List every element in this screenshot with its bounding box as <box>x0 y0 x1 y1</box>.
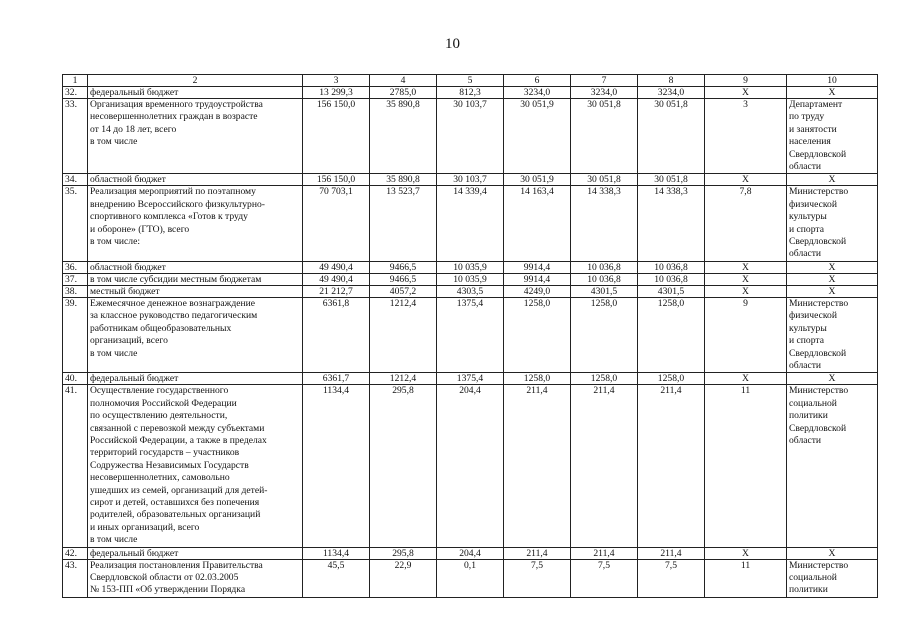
value-cell-3: 6361,8 <box>303 297 370 372</box>
table-row <box>63 87 878 99</box>
value-cell-3: 13 299,3 <box>303 87 370 99</box>
table-row <box>63 373 878 385</box>
value-cell-3: 45,5 <box>303 559 370 597</box>
responsible-cell: X <box>787 87 878 99</box>
responsible-cell: X <box>787 547 878 559</box>
value-cell-4: 9466,5 <box>370 261 437 273</box>
table-row <box>63 261 878 273</box>
row-number-cell: 37. <box>63 273 88 285</box>
target-index-cell: X <box>705 87 787 99</box>
responsible-cell: X <box>787 261 878 273</box>
value-cell-4: 295,8 <box>370 385 437 547</box>
value-cell-6: 211,4 <box>504 547 571 559</box>
value-cell-7: 7,5 <box>571 559 638 597</box>
value-cell-4: 35 890,8 <box>370 174 437 186</box>
value-cell-5: 10 035,9 <box>437 261 504 273</box>
value-cell-3: 6361,7 <box>303 373 370 385</box>
value-cell-7: 14 338,3 <box>571 186 638 261</box>
row-number-cell: 41. <box>63 385 88 547</box>
table-row <box>63 174 878 186</box>
target-index-cell: X <box>705 285 787 297</box>
header-cell: 4 <box>370 75 437 87</box>
table-row <box>63 186 878 261</box>
target-index-cell: 11 <box>705 385 787 547</box>
responsible-cell: Министерство социальной политики <box>787 559 878 597</box>
value-cell-3: 156 150,0 <box>303 99 370 174</box>
value-cell-8: 4301,5 <box>638 285 705 297</box>
target-index-cell: 7,8 <box>705 186 787 261</box>
value-cell-8: 30 051,8 <box>638 99 705 174</box>
value-cell-5: 1375,4 <box>437 297 504 372</box>
value-cell-3: 49 490,4 <box>303 273 370 285</box>
row-number-cell: 33. <box>63 99 88 174</box>
value-cell-5: 204,4 <box>437 547 504 559</box>
row-name-cell: федеральный бюджет <box>88 373 303 385</box>
header-cell: 8 <box>638 75 705 87</box>
value-cell-6: 30 051,9 <box>504 174 571 186</box>
row-number-cell: 32. <box>63 87 88 99</box>
value-cell-7: 10 036,8 <box>571 273 638 285</box>
value-cell-6: 7,5 <box>504 559 571 597</box>
row-name-cell: Ежемесячное денежное вознаграждение за классное руководство педагогическим работникам общеобразовательных организаций, всего в том числе <box>88 297 303 372</box>
row-number-cell: 38. <box>63 285 88 297</box>
value-cell-3: 70 703,1 <box>303 186 370 261</box>
value-cell-6: 14 163,4 <box>504 186 571 261</box>
value-cell-8: 10 036,8 <box>638 273 705 285</box>
row-name-cell: Осуществление государственного полномочия Российской Федерации по осуществлению деятельности, связанной с перевозкой между субъектами Российской Федерации, а также в пределах территорий государств – участников Содружества Независимых Государств несовершеннолетних, самовольно ушедших из семей, организаций для детей- сирот и детей, оставшихся без попечения родителей, образовательных организаций и иных организаций, всего в том числе <box>88 385 303 547</box>
page-number: 10 <box>445 36 460 52</box>
budget-table <box>62 74 878 598</box>
row-number-cell: 40. <box>63 373 88 385</box>
row-number-cell: 35. <box>63 186 88 261</box>
value-cell-7: 1258,0 <box>571 297 638 372</box>
value-cell-4: 35 890,8 <box>370 99 437 174</box>
value-cell-5: 10 035,9 <box>437 273 504 285</box>
value-cell-3: 1134,4 <box>303 385 370 547</box>
value-cell-8: 7,5 <box>638 559 705 597</box>
value-cell-6: 1258,0 <box>504 297 571 372</box>
value-cell-5: 30 103,7 <box>437 99 504 174</box>
value-cell-5: 4303,5 <box>437 285 504 297</box>
value-cell-7: 10 036,8 <box>571 261 638 273</box>
value-cell-5: 1375,4 <box>437 373 504 385</box>
value-cell-8: 3234,0 <box>638 87 705 99</box>
header-cell: 10 <box>787 75 878 87</box>
target-index-cell: X <box>705 373 787 385</box>
responsible-cell: Министерство физической культуры и спорта Свердловской области <box>787 186 878 261</box>
value-cell-4: 2785,0 <box>370 87 437 99</box>
row-number-cell: 43. <box>63 559 88 597</box>
value-cell-8: 1258,0 <box>638 297 705 372</box>
responsible-cell: X <box>787 285 878 297</box>
target-index-cell: X <box>705 273 787 285</box>
header-cell: 5 <box>437 75 504 87</box>
row-name-cell: Реализация постановления Правительства Свердловской области от 02.03.2005 № 153-ПП «Об утверждении Порядка <box>88 559 303 597</box>
value-cell-5: 14 339,4 <box>437 186 504 261</box>
target-index-cell: X <box>705 547 787 559</box>
row-number-cell: 39. <box>63 297 88 372</box>
value-cell-7: 211,4 <box>571 547 638 559</box>
responsible-cell: Министерство социальной политики Свердловской области <box>787 385 878 547</box>
value-cell-7: 211,4 <box>571 385 638 547</box>
value-cell-6: 4249,0 <box>504 285 571 297</box>
responsible-cell: X <box>787 174 878 186</box>
header-cell: 7 <box>571 75 638 87</box>
row-number-cell: 42. <box>63 547 88 559</box>
responsible-cell: Департамент по труду и занятости населения Свердловской области <box>787 99 878 174</box>
table-row <box>63 559 878 597</box>
row-name-cell: областной бюджет <box>88 174 303 186</box>
value-cell-3: 21 212,7 <box>303 285 370 297</box>
value-cell-4: 4057,2 <box>370 285 437 297</box>
row-name-cell: Реализация мероприятий по поэтапному внедрению Всероссийского физкультурно- спортивного комплекса «Готов к труду и обороне» (ГТО), всего в том числе: <box>88 186 303 261</box>
value-cell-4: 295,8 <box>370 547 437 559</box>
value-cell-4: 1212,4 <box>370 297 437 372</box>
table-row <box>63 297 878 372</box>
value-cell-4: 13 523,7 <box>370 186 437 261</box>
value-cell-8: 1258,0 <box>638 373 705 385</box>
target-index-cell: 11 <box>705 559 787 597</box>
table-row <box>63 99 878 174</box>
header-cell: 1 <box>63 75 88 87</box>
value-cell-6: 9914,4 <box>504 261 571 273</box>
value-cell-8: 30 051,8 <box>638 174 705 186</box>
value-cell-5: 0,1 <box>437 559 504 597</box>
value-cell-4: 9466,5 <box>370 273 437 285</box>
table-row <box>63 385 878 547</box>
value-cell-7: 3234,0 <box>571 87 638 99</box>
value-cell-3: 156 150,0 <box>303 174 370 186</box>
responsible-cell: X <box>787 373 878 385</box>
table-row <box>63 547 878 559</box>
row-name-cell: федеральный бюджет <box>88 547 303 559</box>
value-cell-5: 30 103,7 <box>437 174 504 186</box>
value-cell-4: 1212,4 <box>370 373 437 385</box>
row-number-cell: 34. <box>63 174 88 186</box>
row-name-cell: Организация временного трудоустройства несовершеннолетних граждан в возрасте от 14 до 18 лет, всего в том числе <box>88 99 303 174</box>
row-number-cell: 36. <box>63 261 88 273</box>
header-row <box>63 75 878 87</box>
value-cell-6: 1258,0 <box>504 373 571 385</box>
row-name-cell: областной бюджет <box>88 261 303 273</box>
target-index-cell: X <box>705 174 787 186</box>
value-cell-8: 211,4 <box>638 385 705 547</box>
value-cell-5: 812,3 <box>437 87 504 99</box>
header-cell: 6 <box>504 75 571 87</box>
header-cell: 9 <box>705 75 787 87</box>
target-index-cell: X <box>705 261 787 273</box>
table-row <box>63 273 878 285</box>
value-cell-8: 14 338,3 <box>638 186 705 261</box>
row-name-cell: федеральный бюджет <box>88 87 303 99</box>
value-cell-4: 22,9 <box>370 559 437 597</box>
value-cell-6: 3234,0 <box>504 87 571 99</box>
row-name-cell: в том числе субсидии местным бюджетам <box>88 273 303 285</box>
responsible-cell: X <box>787 273 878 285</box>
header-cell: 2 <box>88 75 303 87</box>
target-index-cell: 3 <box>705 99 787 174</box>
value-cell-3: 1134,4 <box>303 547 370 559</box>
target-index-cell: 9 <box>705 297 787 372</box>
value-cell-8: 10 036,8 <box>638 261 705 273</box>
value-cell-6: 9914,4 <box>504 273 571 285</box>
header-cell: 3 <box>303 75 370 87</box>
responsible-cell: Министерство физической культуры и спорта Свердловской области <box>787 297 878 372</box>
value-cell-8: 211,4 <box>638 547 705 559</box>
value-cell-7: 30 051,8 <box>571 99 638 174</box>
value-cell-7: 1258,0 <box>571 373 638 385</box>
row-name-cell: местный бюджет <box>88 285 303 297</box>
table-row <box>63 285 878 297</box>
value-cell-6: 211,4 <box>504 385 571 547</box>
value-cell-3: 49 490,4 <box>303 261 370 273</box>
value-cell-7: 4301,5 <box>571 285 638 297</box>
value-cell-5: 204,4 <box>437 385 504 547</box>
value-cell-7: 30 051,8 <box>571 174 638 186</box>
value-cell-6: 30 051,9 <box>504 99 571 174</box>
